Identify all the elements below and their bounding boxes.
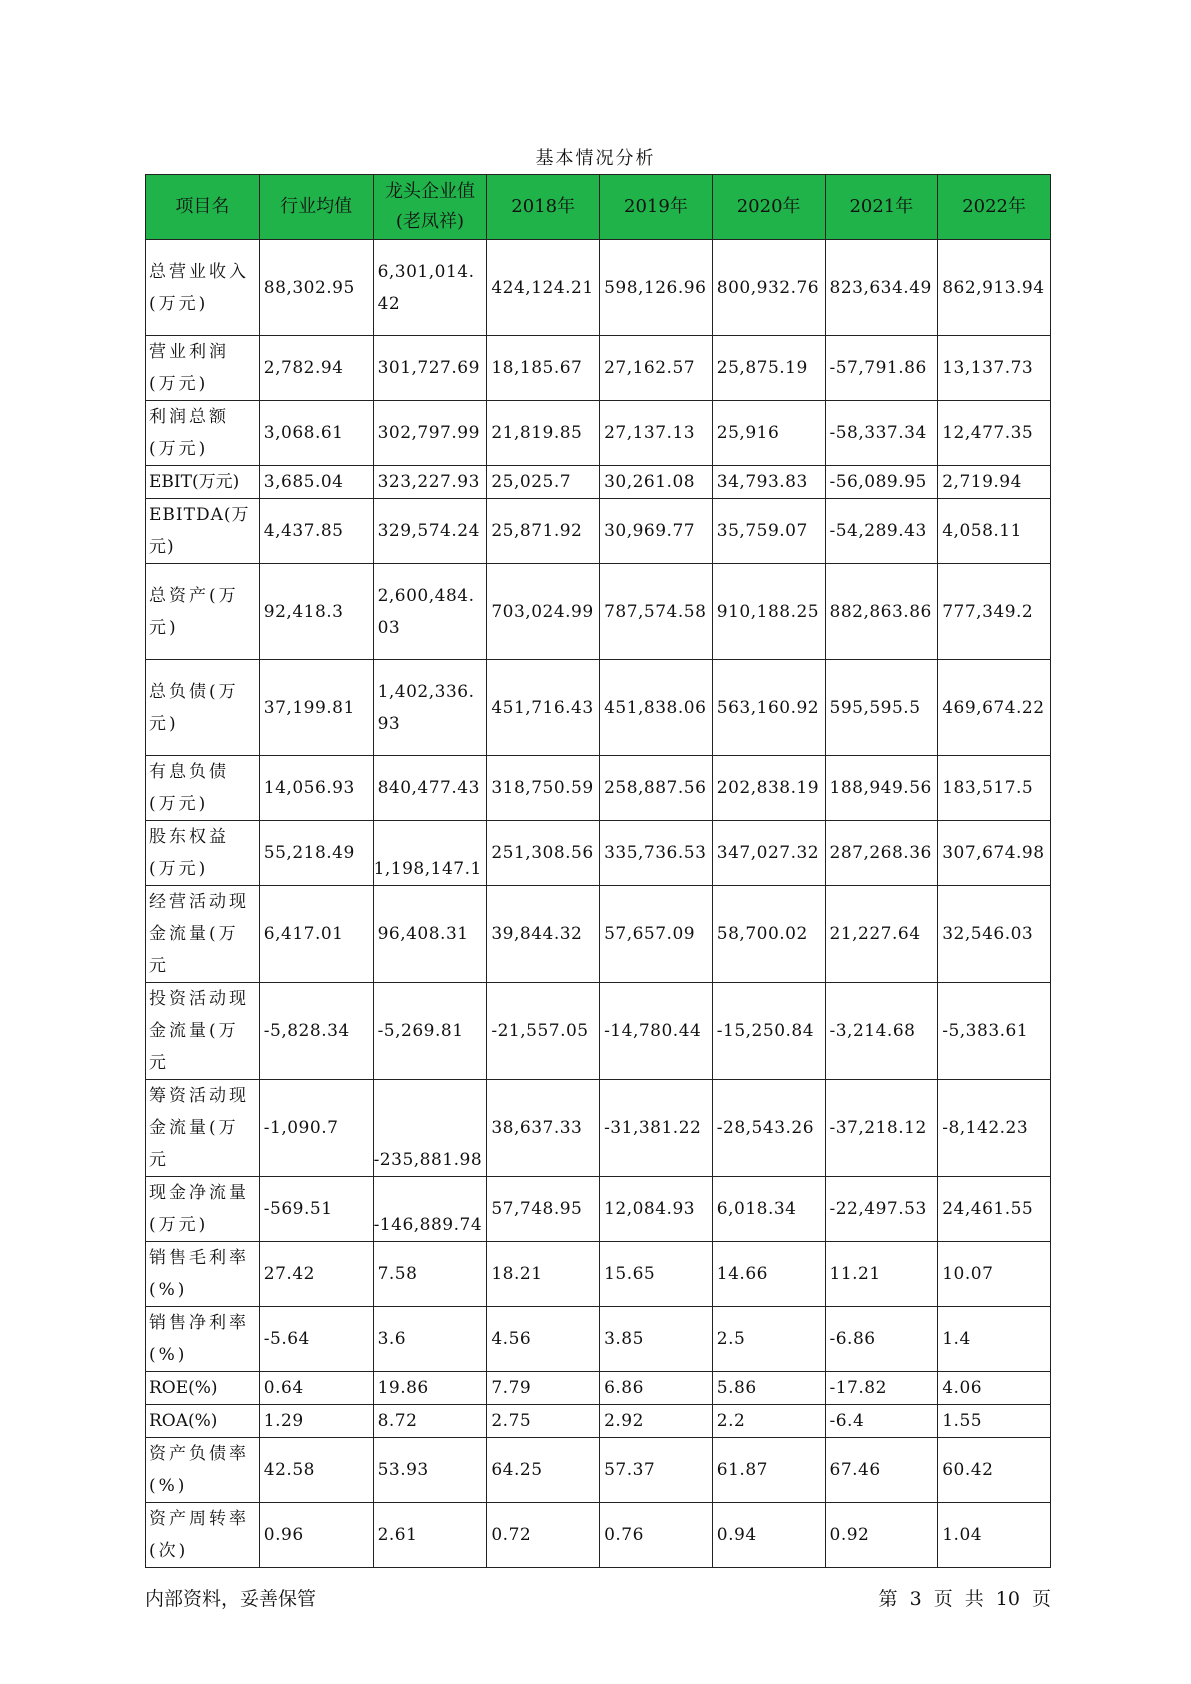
table-cell: 3.6 (373, 1307, 487, 1372)
table-cell: 563,160.92 (712, 660, 825, 756)
table-row (146, 886, 1051, 983)
table-cell: 30,261.08 (600, 466, 713, 499)
table-cell: -54,289.43 (825, 499, 938, 564)
table-cell: 18,185.67 (487, 336, 600, 401)
table-cell: -6.86 (825, 1307, 938, 1372)
table-cell: 24,461.55 (938, 1177, 1051, 1242)
table-cell: -15,250.84 (712, 983, 825, 1080)
table-cell: 2.61 (373, 1503, 487, 1568)
table-cell: 5.86 (712, 1372, 825, 1405)
table-cell: 12,477.35 (938, 401, 1051, 466)
table-cell: 2.92 (600, 1405, 713, 1438)
table-cell: 67.46 (825, 1438, 938, 1503)
table-cell: 424,124.21 (487, 240, 600, 336)
row-label: 现金净流量(万元) (146, 1177, 260, 1242)
table-cell: 14.66 (712, 1242, 825, 1307)
table-cell: 4,058.11 (938, 499, 1051, 564)
table-row (146, 564, 1051, 660)
table-row (146, 1242, 1051, 1307)
table-cell: 318,750.59 (487, 756, 600, 821)
row-label: 股东权益(万元) (146, 821, 260, 886)
table-cell: 92,418.3 (259, 564, 373, 660)
table-cell: 598,126.96 (600, 240, 713, 336)
table-cell: 27,162.57 (600, 336, 713, 401)
table-cell: 910,188.25 (712, 564, 825, 660)
table-row (146, 466, 1051, 499)
row-label: 有息负债(万元) (146, 756, 260, 821)
table-cell: 595,595.5 (825, 660, 938, 756)
row-label: 销售毛利率(%) (146, 1242, 260, 1307)
table-cell: 34,793.83 (712, 466, 825, 499)
header-cell: 2018年 (487, 175, 600, 240)
table-cell: 4.06 (938, 1372, 1051, 1405)
table-cell: 0.94 (712, 1503, 825, 1568)
table-cell: 57.37 (600, 1438, 713, 1503)
row-label: 利润总额(万元) (146, 401, 260, 466)
table-cell: 323,227.93 (373, 466, 487, 499)
table-cell: -5.64 (259, 1307, 373, 1372)
table-cell: 0.76 (600, 1503, 713, 1568)
table-cell: 19.86 (373, 1372, 487, 1405)
table-cell: 2,719.94 (938, 466, 1051, 499)
table-cell: 6,301,014.42 (373, 240, 487, 336)
table-cell: -6.4 (825, 1405, 938, 1438)
table-cell: 329,574.24 (373, 499, 487, 564)
table-cell: 3,685.04 (259, 466, 373, 499)
row-label: 投资活动现金流量(万元 (146, 983, 260, 1080)
table-cell: -57,791.86 (825, 336, 938, 401)
table-cell: 251,308.56 (487, 821, 600, 886)
table-cell: 12,084.93 (600, 1177, 713, 1242)
table-row (146, 499, 1051, 564)
table-cell: 302,797.99 (373, 401, 487, 466)
row-label: 营业利润(万元) (146, 336, 260, 401)
table-row (146, 821, 1051, 886)
row-label: 资产负债率(%) (146, 1438, 260, 1503)
table-cell: 38,637.33 (487, 1080, 600, 1177)
table-cell: 25,875.19 (712, 336, 825, 401)
table-cell: -21,557.05 (487, 983, 600, 1080)
table-cell: 188,949.56 (825, 756, 938, 821)
page-title: 基本情况分析 (535, 148, 656, 169)
financial-table (145, 174, 1051, 1568)
table-cell: 21,227.64 (825, 886, 938, 983)
table-cell: 1.04 (938, 1503, 1051, 1568)
table-cell: 57,748.95 (487, 1177, 600, 1242)
table-cell: 703,024.99 (487, 564, 600, 660)
table-cell: 335,736.53 (600, 821, 713, 886)
table-cell: 777,349.2 (938, 564, 1051, 660)
table-cell: -5,383.61 (938, 983, 1051, 1080)
table-row (146, 401, 1051, 466)
table-cell: 1,402,336.93 (373, 660, 487, 756)
table-cell: 42.58 (259, 1438, 373, 1503)
table-cell: -31,381.22 (600, 1080, 713, 1177)
table-cell: 1.4 (938, 1307, 1051, 1372)
table-cell: 6,417.01 (259, 886, 373, 983)
table-cell: 60.42 (938, 1438, 1051, 1503)
row-label: 总营业收入(万元) (146, 240, 260, 336)
table-cell: 8.72 (373, 1405, 487, 1438)
table-cell: 4,437.85 (259, 499, 373, 564)
table-cell: 96,408.31 (373, 886, 487, 983)
table-cell: 61.87 (712, 1438, 825, 1503)
table-cell: 0.92 (825, 1503, 938, 1568)
table-cell: 35,759.07 (712, 499, 825, 564)
table-cell: 0.96 (259, 1503, 373, 1568)
table-cell: 58,700.02 (712, 886, 825, 983)
table-cell: 3,068.61 (259, 401, 373, 466)
table-cell: 25,871.92 (487, 499, 600, 564)
table-cell: 258,887.56 (600, 756, 713, 821)
table-row (146, 756, 1051, 821)
row-label: EBITDA(万元) (146, 499, 260, 564)
table-cell: -22,497.53 (825, 1177, 938, 1242)
table-cell: 53.93 (373, 1438, 487, 1503)
table-cell: 800,932.76 (712, 240, 825, 336)
table-cell: -569.51 (259, 1177, 373, 1242)
table-row (146, 1503, 1051, 1568)
table-cell: 451,716.43 (487, 660, 600, 756)
header-cell: 项目名 (146, 175, 260, 240)
table-cell: 1,198,147.1 (373, 821, 487, 886)
row-label: 总资产(万元) (146, 564, 260, 660)
table-cell: -1,090.7 (259, 1080, 373, 1177)
table-cell: 32,546.03 (938, 886, 1051, 983)
table-cell: -8,142.23 (938, 1080, 1051, 1177)
table-cell: 2.2 (712, 1405, 825, 1438)
header-cell: 行业均值 (259, 175, 373, 240)
row-label: EBIT(万元) (146, 466, 260, 499)
table-cell: 347,027.32 (712, 821, 825, 886)
table-cell: 202,838.19 (712, 756, 825, 821)
table-cell: 27.42 (259, 1242, 373, 1307)
header-cell: 2021年 (825, 175, 938, 240)
table-cell: 30,969.77 (600, 499, 713, 564)
table-header-row (146, 175, 1051, 240)
table-cell: 7.58 (373, 1242, 487, 1307)
table-cell: 39,844.32 (487, 886, 600, 983)
header-cell: 2019年 (600, 175, 713, 240)
table-cell: -146,889.74 (373, 1177, 487, 1242)
table-cell: -56,089.95 (825, 466, 938, 499)
table-cell: 823,634.49 (825, 240, 938, 336)
table-cell: 2.5 (712, 1307, 825, 1372)
table-cell: 15.65 (600, 1242, 713, 1307)
table-cell: 25,025.7 (487, 466, 600, 499)
header-cell: 2022年 (938, 175, 1051, 240)
table-cell: -17.82 (825, 1372, 938, 1405)
header-cell: 龙头企业值(老凤祥) (373, 175, 487, 240)
table-row (146, 1372, 1051, 1405)
table-cell: 88,302.95 (259, 240, 373, 336)
table-cell: 1.29 (259, 1405, 373, 1438)
table-row (146, 1405, 1051, 1438)
table-cell: 57,657.09 (600, 886, 713, 983)
table-row (146, 240, 1051, 336)
table-cell: 3.85 (600, 1307, 713, 1372)
table-row (146, 1080, 1051, 1177)
table-cell: 14,056.93 (259, 756, 373, 821)
header-cell: 2020年 (712, 175, 825, 240)
table-cell: 11.21 (825, 1242, 938, 1307)
confidential-footer: 内部资料，妥善保管 (145, 1588, 317, 1610)
table-cell: 37,199.81 (259, 660, 373, 756)
table-cell: 862,913.94 (938, 240, 1051, 336)
row-label: 总负债(万元) (146, 660, 260, 756)
table-row (146, 1438, 1051, 1503)
table-cell: 27,137.13 (600, 401, 713, 466)
table-cell: 6,018.34 (712, 1177, 825, 1242)
table-cell: 6.86 (600, 1372, 713, 1405)
table-cell: -3,214.68 (825, 983, 938, 1080)
table-cell: 183,517.5 (938, 756, 1051, 821)
row-label: 销售净利率(%) (146, 1307, 260, 1372)
table-cell: 2,782.94 (259, 336, 373, 401)
table-cell: -37,218.12 (825, 1080, 938, 1177)
table-cell: 10.07 (938, 1242, 1051, 1307)
table-cell: 0.72 (487, 1503, 600, 1568)
table-cell: -28,543.26 (712, 1080, 825, 1177)
table-cell: 21,819.85 (487, 401, 600, 466)
table-row (146, 1307, 1051, 1372)
table-cell: 7.79 (487, 1372, 600, 1405)
table-cell: 787,574.58 (600, 564, 713, 660)
table-cell: 13,137.73 (938, 336, 1051, 401)
table-row (146, 660, 1051, 756)
table-cell: 2,600,484.03 (373, 564, 487, 660)
row-label: 筹资活动现金流量(万元 (146, 1080, 260, 1177)
table-cell: 64.25 (487, 1438, 600, 1503)
row-label: ROA(%) (146, 1405, 260, 1438)
table-cell: 4.56 (487, 1307, 600, 1372)
table-cell: 469,674.22 (938, 660, 1051, 756)
table-cell: -58,337.34 (825, 401, 938, 466)
table-row (146, 1177, 1051, 1242)
table-cell: 1.55 (938, 1405, 1051, 1438)
table-cell: 0.64 (259, 1372, 373, 1405)
row-label: ROE(%) (146, 1372, 260, 1405)
row-label: 资产周转率(次) (146, 1503, 260, 1568)
table-cell: 18.21 (487, 1242, 600, 1307)
table-cell: 25,916 (712, 401, 825, 466)
table-cell: -14,780.44 (600, 983, 713, 1080)
table-cell: 2.75 (487, 1405, 600, 1438)
table-cell: 882,863.86 (825, 564, 938, 660)
table-cell: 287,268.36 (825, 821, 938, 886)
table-cell: 301,727.69 (373, 336, 487, 401)
table-cell: 307,674.98 (938, 821, 1051, 886)
table-cell: -5,828.34 (259, 983, 373, 1080)
page-number: 第 3 页 共 10 页 (878, 1588, 1051, 1610)
table-cell: -5,269.81 (373, 983, 487, 1080)
table-cell: -235,881.98 (373, 1080, 487, 1177)
table-row (146, 983, 1051, 1080)
table-row (146, 336, 1051, 401)
table-cell: 451,838.06 (600, 660, 713, 756)
table-cell: 840,477.43 (373, 756, 487, 821)
row-label: 经营活动现金流量(万元 (146, 886, 260, 983)
table-cell: 55,218.49 (259, 821, 373, 886)
